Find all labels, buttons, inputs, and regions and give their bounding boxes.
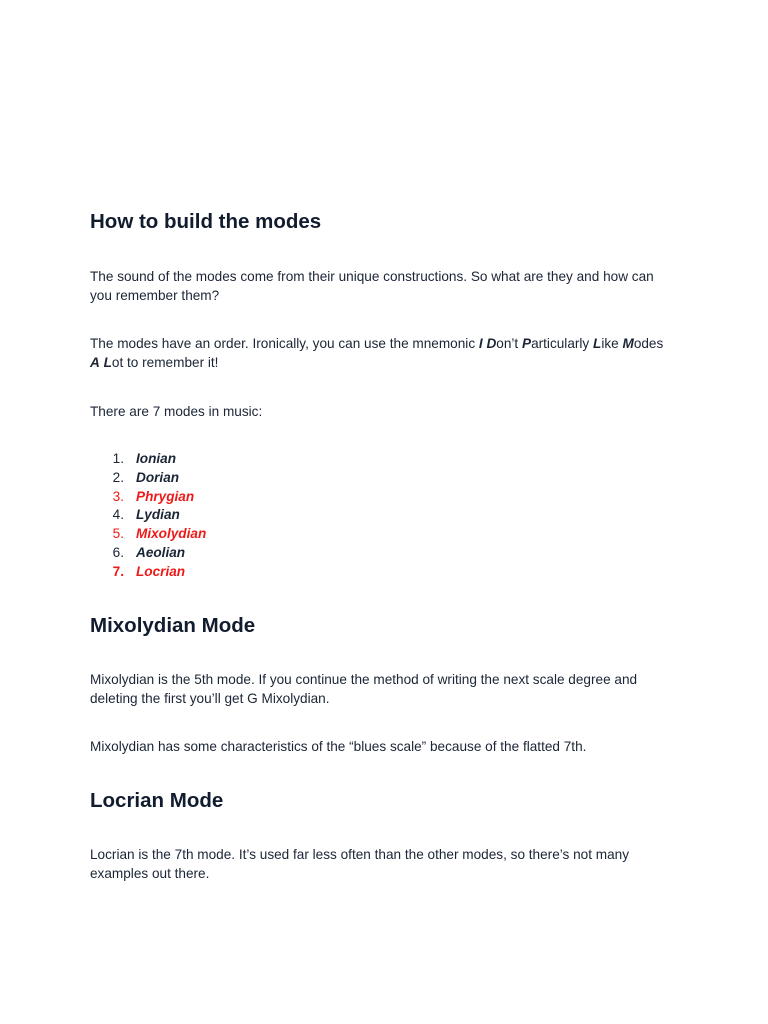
mode-name: Aeolian (136, 544, 186, 560)
mode-name: Ionian (136, 451, 177, 466)
mnemonic-paragraph (90, 334, 690, 372)
list-item-number: 7. (112, 563, 124, 579)
modes-count-text: There are 7 modes in music: (90, 404, 263, 419)
mnemonic-letter: L (593, 336, 602, 351)
mnemonic-letter: L (103, 355, 112, 370)
list-item-number: 6. (112, 544, 124, 560)
intro-line: The sound of the modes come from their unique constructions. So what are they and how can (90, 269, 654, 284)
locrian-line: Locrian is the 7th mode. It’s used far less often than the other modes, so there’s not many (90, 847, 630, 862)
intro-line: you remember them? (90, 288, 220, 303)
intro-paragraph (90, 267, 690, 305)
mnemonic-letter: I (478, 336, 483, 351)
mode-name: Phrygian (136, 488, 195, 504)
list-item-number: 3. (112, 488, 124, 504)
locrian-line: examples out there. (90, 866, 210, 881)
mixolydian-line: Mixolydian is the 5th mode. If you continue the method of writing the next scale degree and (90, 672, 638, 687)
mnemonic-letter: M (622, 336, 634, 351)
mnemonic-letter: P (521, 336, 532, 351)
mnemonic-letter: D (486, 336, 497, 351)
heading-locrian-mode: Locrian Mode (90, 789, 224, 812)
list-item-number: 2. (112, 469, 124, 485)
locrian-paragraph (90, 845, 690, 883)
list-item-number: 5. (112, 526, 124, 542)
mode-name: Mixolydian (136, 526, 207, 542)
mnemonic-word-rest: ike (601, 336, 623, 351)
list-item-number: 4. (112, 507, 124, 523)
heading-how-to-build-modes: How to build the modes (90, 210, 322, 233)
mnemonic-word-rest: on’t (496, 336, 522, 351)
mnemonic-word-rest: ot to remember it! (111, 355, 219, 370)
mode-name: Dorian (136, 469, 180, 485)
mnemonic-prefix: The modes have an order. Ironically, you can use the mnemonic (90, 336, 479, 351)
mode-name: Lydian (136, 507, 180, 523)
mnemonic-word-rest: odes (633, 336, 664, 351)
mnemonic-word-rest: articularly (531, 336, 594, 351)
mode-name: Locrian (136, 563, 186, 579)
mixolydian-paragraph (90, 670, 690, 708)
mixolydian-blues-paragraph: Mixolydian has some characteristics of the “blues scale” because of the flatted 7th. (90, 739, 587, 754)
heading-mixolydian-mode: Mixolydian Mode (90, 614, 256, 637)
mixolydian-line: deleting the first you’ll get G Mixolydian. (90, 691, 330, 706)
list-item-number: 1. (112, 451, 124, 466)
mnemonic-letter: A (90, 355, 100, 370)
